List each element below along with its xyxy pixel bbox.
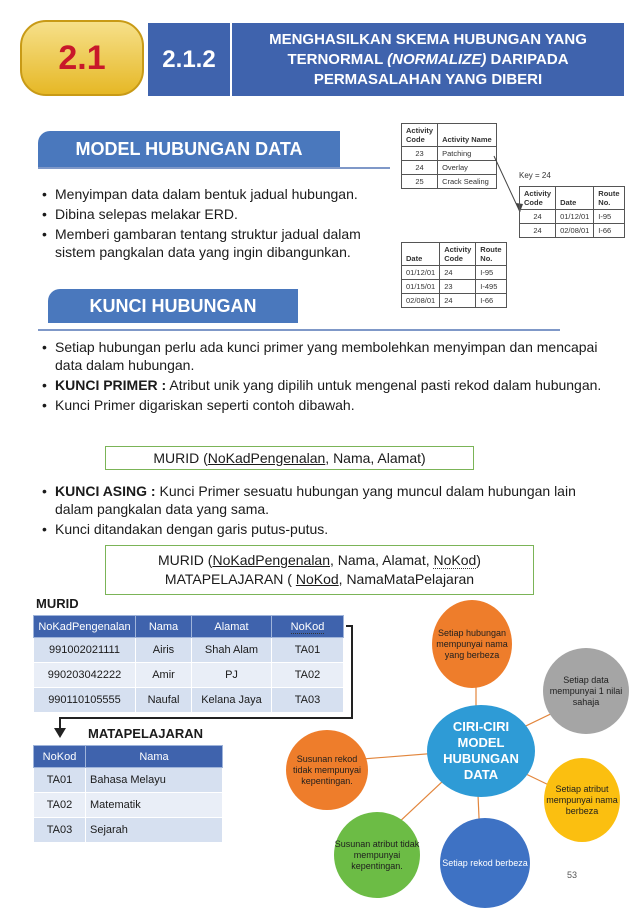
matapelajaran-table: NoKod Nama TA01 Bahasa Melayu TA02 Matematik TA03 Sejarah <box>33 745 223 843</box>
page-number: 53 <box>567 870 578 880</box>
mata-table-label: MATAPELAJARAN <box>88 726 204 741</box>
mindmap-node-green: Susunan atribut tidak mempunyai kepentingan. <box>334 812 420 898</box>
key-label: Key = 24 <box>519 171 551 180</box>
bullet-item: • Kunci ditandakan dengan garis putus-putus. <box>42 520 612 538</box>
foreign-key-header: NoKod <box>290 620 325 633</box>
activity-table: Activity Code Activity Name 23 Patching 24 Overlay 25 Crack Sealing <box>401 123 497 189</box>
section-badge <box>20 20 144 96</box>
subsection-number: 2.1.2 <box>148 23 230 96</box>
table-row: TA01 Bahasa Melayu <box>34 768 223 793</box>
bullet-item: • Kunci Primer digariskan seperti contoh dibawah. <box>42 396 602 414</box>
section-number: 2.1 <box>58 38 106 77</box>
primary-key: NoKadPengenalan <box>212 552 330 568</box>
mindmap-node-blue: Setiap rekod berbeza <box>440 818 530 908</box>
bullet-list-kunci <box>42 338 602 416</box>
primary-key-example: MURID (NoKadPengenalan, Nama, Alamat) <box>105 446 474 470</box>
foreign-key-example: MURID (NoKadPengenalan, Nama, Alamat, NoKod) MATAPELAJARAN ( NoKod, NamaMataPelajaran <box>105 545 534 595</box>
route-table-filtered: Activity Code Date Route No. 24 01/12/01 I-95 24 02/08/01 I-66 <box>519 186 625 238</box>
bullet-item: • Setiap hubungan perlu ada kunci primer yang membolehkan menyimpan dan mencapai data dalam hubungan. <box>42 338 602 374</box>
section-title-model: MODEL HUBUNGAN DATA <box>38 131 340 167</box>
bullet-item: • Memberi gambaran tentang struktur jadual dalam sistem pangkalan data yang ingin dibangunkan. <box>42 225 392 261</box>
divider <box>38 329 560 331</box>
primary-key: NoKadPengenalan <box>207 450 326 466</box>
divider <box>38 167 390 169</box>
bullet-item: • KUNCI PRIMER : Atribut unik yang dipilih untuk mengenal pasti rekod dalam hubungan. <box>42 376 602 394</box>
table-row: 990110105555 Naufal Kelana Jaya TA03 <box>34 688 344 713</box>
table-row: 990203042222 Amir PJ TA02 <box>34 663 344 688</box>
table-row: 991002021111 Airis Shah Alam TA01 <box>34 638 344 663</box>
foreign-key: NoKod <box>433 552 477 568</box>
murid-table-label: MURID <box>36 596 79 611</box>
route-table: Date Activity Code Route No. 01/12/01 24 I-95 01/15/01 23 I-495 02/08/01 24 I-66 <box>401 242 507 308</box>
table-row: TA03 Sejarah <box>34 818 223 843</box>
murid-table: NoKadPengenalan Nama Alamat NoKod 991002021111 Airis Shah Alam TA01 990203042222 Amir PJ TA02 990110105555 Naufal Kelana Jaya TA03 <box>33 615 344 713</box>
section-title-kunci: KUNCI HUBUNGAN <box>48 289 298 323</box>
primary-key: NoKod <box>295 571 339 587</box>
mindmap-node-yellow: Setiap atribut mempunyai nama berbeza <box>544 758 620 842</box>
bullet-list-model <box>42 185 392 263</box>
mindmap-node-orange-left: Susunan rekod tidak mempunyai kepentingan. <box>286 730 368 810</box>
mindmap-node-gray: Setiap data mempunyai 1 nilai sahaja <box>543 648 629 734</box>
bullet-item: • Menyimpan data dalam bentuk jadual hubungan. <box>42 185 392 203</box>
table-row: TA02 Matematik <box>34 793 223 818</box>
page-title: MENGHASILKAN SKEMA HUBUNGAN YANG TERNORMAL (NORMALIZE) DARIPADA PERMASALAHAN YANG DIBERI <box>232 23 624 96</box>
bullet-item: • KUNCI ASING : Kunci Primer sesuatu hubungan yang muncul dalam hubungan lain dalam pangkalan data yang sama. <box>42 482 612 518</box>
mindmap-node-orange: Setiap hubungan mempunyai nama yang berbeza <box>432 600 512 688</box>
mindmap-center: CIRI-CIRI MODEL HUBUNGAN DATA <box>427 705 535 797</box>
bullet-item: • Dibina selepas melakar ERD. <box>42 205 392 223</box>
bullet-list-asing <box>42 482 612 540</box>
